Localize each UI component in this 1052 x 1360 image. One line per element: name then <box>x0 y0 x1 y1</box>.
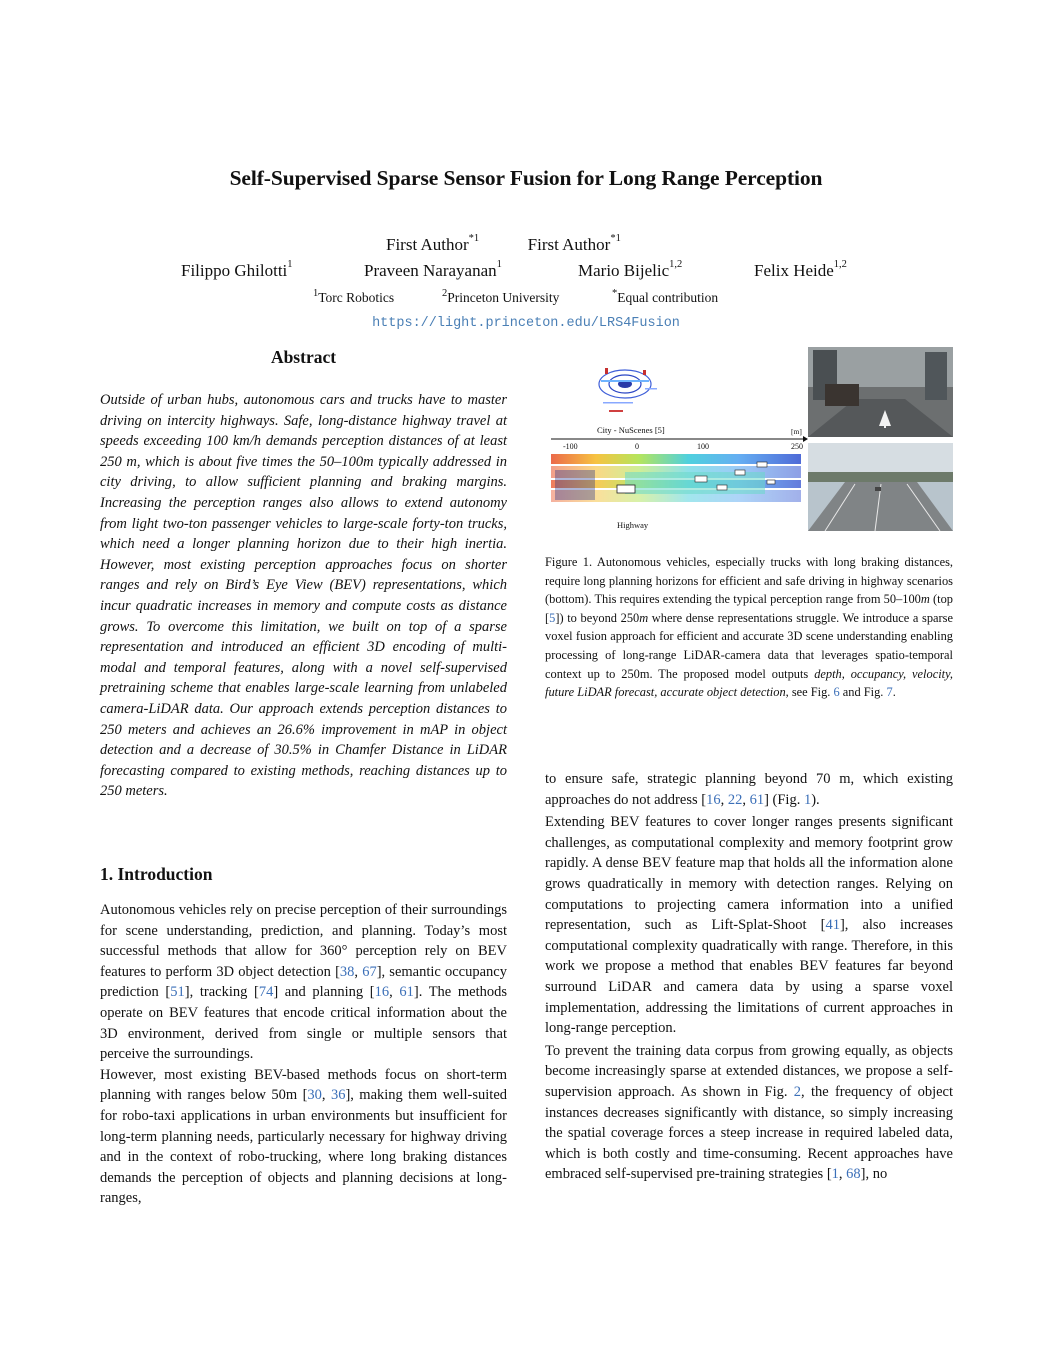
abstract-heading: Abstract <box>270 347 337 367</box>
city-camera-image <box>808 347 953 437</box>
author-item <box>364 261 502 281</box>
tick-label: 0 <box>635 442 639 451</box>
project-url-link[interactable]: https://light.princeton.edu/LRS4Fusion <box>372 316 680 331</box>
first-author-row <box>386 235 621 255</box>
citation-link[interactable]: 36 <box>330 1087 346 1104</box>
author-name: Mario Bijelic <box>578 261 670 280</box>
citation-link[interactable]: 51 <box>170 984 185 1001</box>
abstract-text: Outside of urban hubs, autonomous cars and trucks have to master driving on intercity highways. Safe, long-distance highway travel at speeds exceeding 100 km/h demands perception distances of at least 250 m, which is about five times the 50–100m typically addressed in city driving, to allow sufficient planning and braking margins. Increasing the perception ranges also allows to extend autonomy from light two-ton passenger vehicles to large-scale forty-ton trucks, which need a longer planning horizon due to their high inertia. However, most existing perception approaches focus on shorter ranges and rely on Bird’s Eye View (BEV) representations, which incur quadratic increases in memory and compute costs as distance grows. To overcome this limitation, we built on top of a sparse representation and introduced an efficient 3D encoding of multi-modal and temporal features, along with a novel self-supervised pretraining scheme that enables large-scale learning from unlabeled camera-LiDAR data. Our approach extends perception distances to 250 meters and achieves an 26.6% improvement in mAP in object detection and a decrease of 30.5% in Chamfer Distance in LiDAR forecasting compared to existing methods, reaching distances up to 250 meters. <box>100 392 507 800</box>
paragraph: Extending BEV features to cover longer ranges presents significant challenges, as computational complexity and memory footprint grow rapidly. A dense BEV feature map that holds all the information alone grows quadratically in memory with detection ranges. Relying on computations to projecting camera information into a unified representation, such as Lift-Splat-Shoot [41], also increases computational complexity quadratically with range. Therefore, in this work we propose a method that enables BEV features far beyond surround LiDAR and camera data by using a sparse voxel implementation, addressing the limitations of current approaches in long-range perception. <box>545 814 953 1037</box>
figure-link[interactable]: 1 <box>803 791 812 808</box>
affiliation-name: Torc Robotics <box>318 290 395 305</box>
highway-pointcloud-image <box>551 454 801 502</box>
author-item <box>754 261 847 281</box>
tick-label: -100 <box>563 442 578 451</box>
city-label: City - NuScenes [5] <box>597 425 665 435</box>
author-item <box>181 261 293 281</box>
author-name: Filippo Ghilotti <box>181 261 288 280</box>
citation-link[interactable]: 30 <box>307 1087 322 1104</box>
citation-link[interactable]: 74 <box>258 984 274 1001</box>
author-item <box>578 261 682 281</box>
author-sup: 1,2 <box>833 259 847 270</box>
affiliation <box>313 290 394 306</box>
highway-label: Highway <box>617 520 649 530</box>
paragraph: To prevent the training data corpus from growing equally, as objects become increasingly sparse at extended distances, we propose a self-supervision approach. As shown in Fig. 2, the frequency of object instances decreases significantly with distance, so simply increasing the spatial coverage forces a steep increase in required labeled data, which is both costly and time-consuming. Recent approaches have embraced self-supervised pre-training strategies [1, 68], no <box>545 1042 953 1183</box>
first-author-sup: *1 <box>468 233 480 244</box>
figure-link[interactable]: 6 <box>833 685 840 700</box>
affiliation-sup: 1 <box>313 288 319 299</box>
unit-label: [m] <box>791 427 802 436</box>
city-pointcloud-image <box>599 368 657 412</box>
right-column-text <box>545 769 953 1185</box>
affiliation-sup: * <box>612 288 618 299</box>
affiliation-name: Princeton University <box>447 290 560 305</box>
citation-link[interactable]: 16 <box>706 791 721 808</box>
figure-1 <box>545 344 953 534</box>
first-author-label: First Author <box>386 235 469 254</box>
citation-link[interactable]: 61 <box>399 984 414 1001</box>
affiliation <box>442 290 559 306</box>
author-sup: 1 <box>496 259 502 270</box>
citation-link[interactable]: 5 <box>549 610 556 625</box>
citation-link[interactable]: 1 <box>831 1166 839 1183</box>
figure-link[interactable]: 7 <box>886 685 893 700</box>
first-author-label: First Author <box>527 235 611 254</box>
section-heading: 1. Introduction <box>100 864 213 884</box>
figure-1-graphic <box>545 344 953 534</box>
citation-link[interactable]: 38 <box>339 963 355 980</box>
affiliation-name: Equal contribution <box>617 290 719 305</box>
citation-link[interactable]: 61 <box>749 791 765 808</box>
figure-caption: Figure 1. Autonomous vehicles, especially trucks with long braking distances, require long planning horizons for efficient and safe driving in highway scenarios (bottom). This requires extending the typical perception range from 50–100m (top [5]) to beyond 250m where dense representations struggle. We introduce a sparse voxel fusion approach for efficient and accurate 3D scene understanding enabling processing of long-range LiDAR-camera data that leverages spatio-temporal context up to 250m. The proposed model outputs depth, occupancy, velocity, future LiDAR forecast, accurate object detection, see Fig. 6 and Fig. 7. <box>545 555 954 700</box>
paragraph: to ensure safe, strategic planning beyond 70 m, which existing approaches do not address [16, 22, 61] (Fig. 1). <box>545 771 953 808</box>
citation-link[interactable]: 67 <box>362 963 377 980</box>
paragraph: Autonomous vehicles rely on precise perception of their surroundings for scene understanding, prediction, and planning. Today’s most successful methods that allow for 360° perception rely on BEV features to perform 3D object detection [38, 67], semantic occupancy prediction [51], tracking [74] and planning [16, 61]. The methods operate on BEV features that encode critical information about the 3D environment, derived from single or multiple sensors that perceive the surroundings. <box>100 902 508 1063</box>
paragraph: However, most existing BEV-based methods focus on short-term planning with ranges below 50m [30, 36], making them well-suited for robo-taxi applications in urban environments but insufficient for long-term planning needs, particularly necessary for highway driving and in the context of robo-trucking, where long braking distances demands the perception of objects and planning decisions at long-ranges, <box>100 1066 507 1207</box>
axis-arrow <box>803 436 808 442</box>
citation-link[interactable]: 41 <box>825 917 840 934</box>
highway-camera-image <box>808 443 953 531</box>
tick-label: 250 <box>791 442 803 451</box>
author-sup: 1,2 <box>669 259 683 270</box>
citation-link[interactable]: 16 <box>374 984 390 1001</box>
citation-link[interactable]: 22 <box>727 791 743 808</box>
author-name: Felix Heide <box>754 261 834 280</box>
affiliation-sup: 2 <box>442 288 448 299</box>
affiliation <box>612 290 718 306</box>
figure-link[interactable]: 2 <box>793 1083 802 1100</box>
citation-link[interactable]: 68 <box>846 1166 861 1183</box>
paper-title: Self-Supervised Sparse Sensor Fusion for Long Range Perception <box>229 166 823 190</box>
first-author-sup: *1 <box>610 233 621 244</box>
tick-label: 100 <box>697 442 709 451</box>
author-name: Praveen Narayanan <box>364 261 497 280</box>
left-column-text <box>100 900 507 1209</box>
author-sup: 1 <box>287 259 293 270</box>
